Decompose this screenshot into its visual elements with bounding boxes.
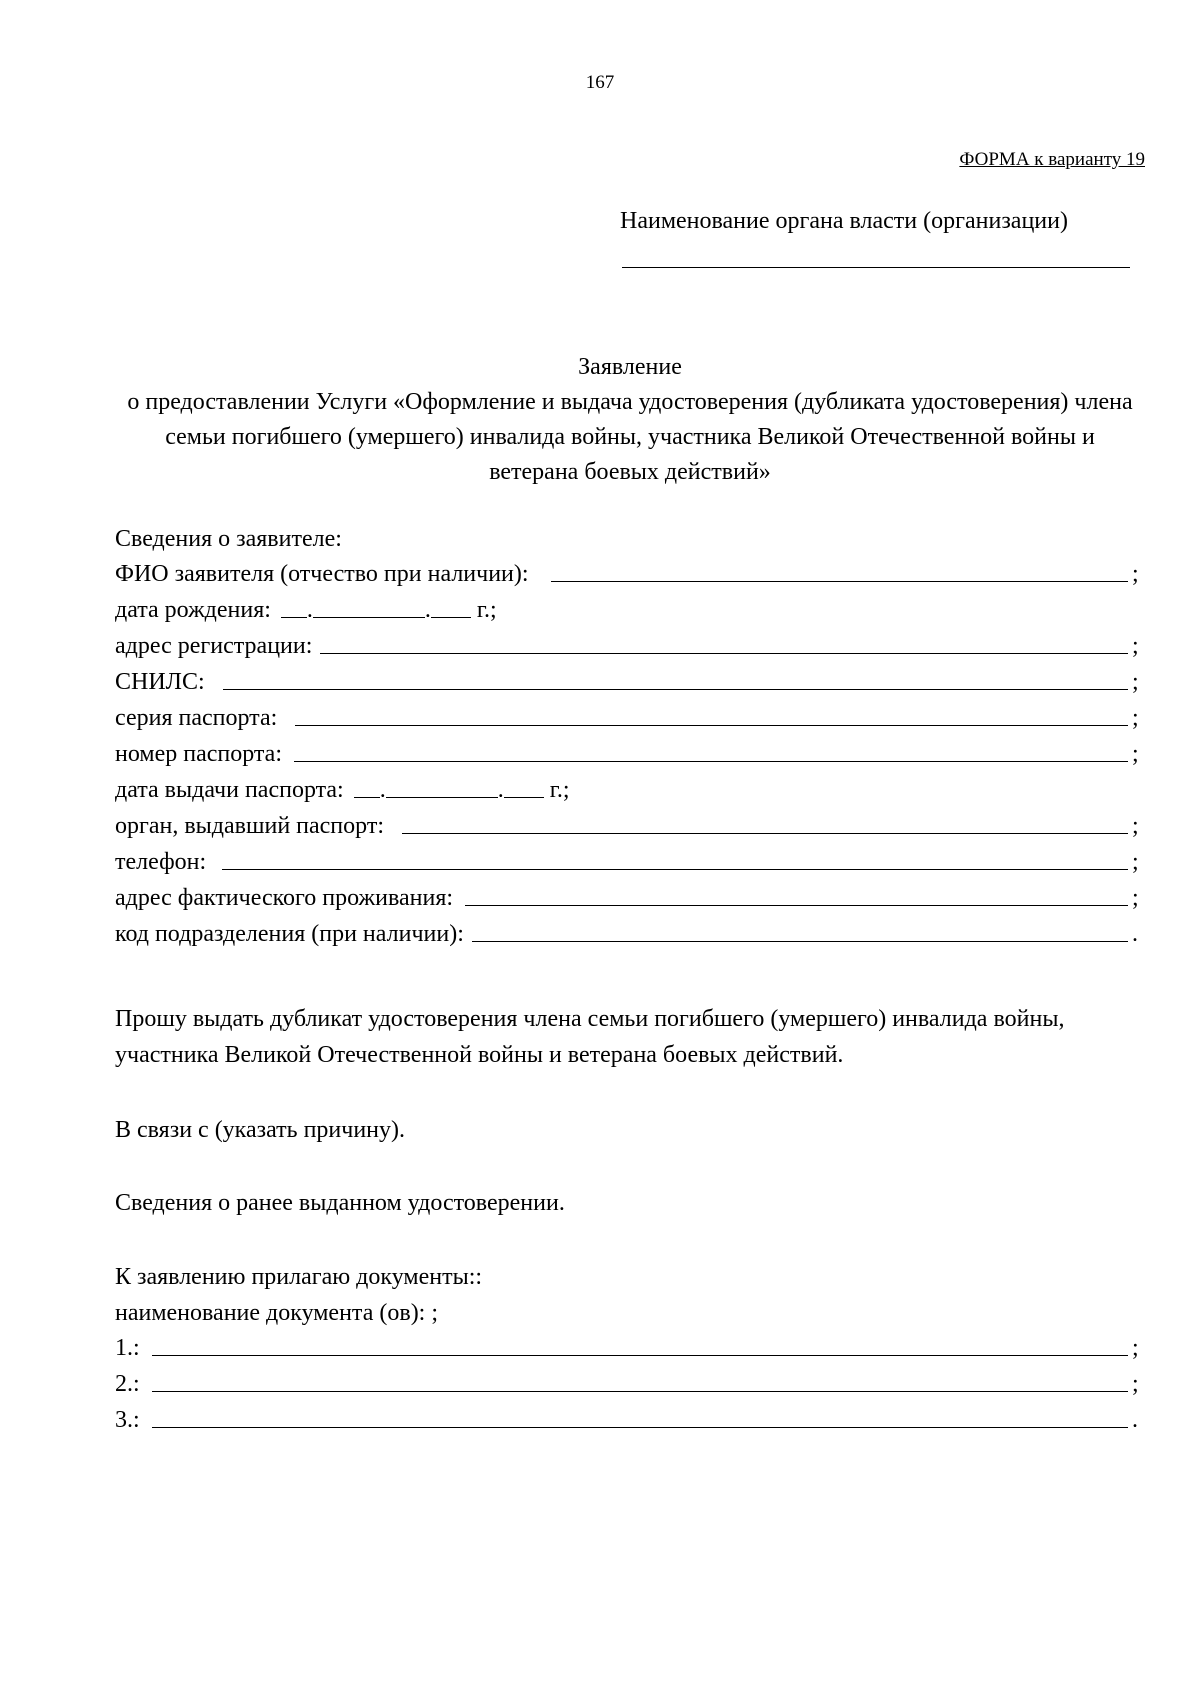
registration-address-row <box>115 630 1140 660</box>
applicant-section-label: Сведения о заявителе: <box>115 526 342 552</box>
passport-issue-date-suffix: г.; <box>549 777 570 803</box>
previous-certificate-text: Сведения о ранее выданном удостоверении. <box>115 1190 565 1216</box>
passport-issuer-field[interactable] <box>402 833 1128 834</box>
phone-end: ; <box>1132 849 1139 875</box>
snils-end: ; <box>1132 669 1139 695</box>
passport-issue-date-sep-1: . <box>379 777 386 803</box>
authority-name-field[interactable] <box>622 267 1130 268</box>
passport-number-field[interactable] <box>294 761 1128 762</box>
phone-row <box>115 846 1140 876</box>
passport-series-label: серия паспорта: <box>115 705 278 731</box>
registration-address-field[interactable] <box>320 653 1128 654</box>
division-code-field[interactable] <box>472 941 1128 942</box>
document-heading <box>110 350 1150 490</box>
passport-number-end: ; <box>1132 741 1139 767</box>
passport-issue-day-field[interactable] <box>354 797 380 798</box>
phone-field[interactable] <box>222 869 1128 870</box>
document-title: Заявление <box>578 354 682 380</box>
fio-end: ; <box>1132 561 1139 587</box>
passport-issuer-end: ; <box>1132 813 1139 839</box>
passport-issue-date-label: дата выдачи паспорта: <box>115 777 344 803</box>
division-code-label: код подразделения (при наличии): <box>115 921 464 947</box>
passport-series-row <box>115 702 1140 732</box>
passport-number-row <box>115 738 1140 768</box>
attachment-end-1: ; <box>1132 1335 1139 1361</box>
attachment-number-1: 1.: <box>115 1335 140 1361</box>
passport-issue-date-sep-2: . <box>497 777 504 803</box>
document-subtitle-line-2: семьи погибшего (умершего) инвалида войны, участника Великой Отечественной войны и <box>165 424 1095 450</box>
attachment-end-2: ; <box>1132 1371 1139 1397</box>
passport-issuer-label: орган, выдавший паспорт: <box>115 813 384 839</box>
division-code-row <box>115 918 1140 948</box>
document-subtitle-line-3: ветерана боевых действий» <box>489 459 771 485</box>
document-subtitle-line-1: о предоставлении Услуги «Оформление и выдача удостоверения (дубликата удостоверения) члена <box>127 389 1133 415</box>
passport-issue-date-row <box>115 774 570 804</box>
actual-address-label: адрес фактического проживания: <box>115 885 454 911</box>
fio-label: ФИО заявителя (отчество при наличии): <box>115 561 529 587</box>
fio-field[interactable] <box>551 581 1128 582</box>
reason-text: В связи с (указать причину). <box>115 1117 406 1143</box>
attachment-end-3: . <box>1132 1407 1138 1433</box>
attachments-label: К заявлению прилагаю документы:: <box>115 1264 483 1290</box>
snils-field[interactable] <box>223 689 1128 690</box>
page-number: 167 <box>585 72 615 93</box>
request-line-1: Прошу выдать дубликат удостоверения члена семьи погибшего (умершего) инвалида войны, <box>115 1006 1065 1032</box>
attachment-row-1 <box>115 1332 1140 1362</box>
authority-label: Наименование органа власти (организации) <box>620 208 1068 234</box>
attachment-field-2[interactable] <box>152 1391 1128 1392</box>
passport-issue-month-field[interactable] <box>386 797 498 798</box>
birth-month-field[interactable] <box>313 617 425 618</box>
actual-address-end: ; <box>1132 885 1139 911</box>
passport-series-field[interactable] <box>295 725 1128 726</box>
actual-address-row <box>115 882 1140 912</box>
attachments-names-label: наименование документа (ов): ; <box>115 1300 439 1326</box>
form-reference: ФОРМА к варианту 19 <box>959 149 1145 170</box>
birth-date-suffix: г.; <box>476 597 497 623</box>
registration-address-end: ; <box>1132 633 1139 659</box>
attachment-field-3[interactable] <box>152 1427 1128 1428</box>
registration-address-label: адрес регистрации: <box>115 633 313 659</box>
birth-date-sep-2: . <box>424 597 431 623</box>
passport-number-label: номер паспорта: <box>115 741 283 767</box>
attachment-field-1[interactable] <box>152 1355 1128 1356</box>
attachment-row-2 <box>115 1368 1140 1398</box>
birth-day-field[interactable] <box>281 617 307 618</box>
passport-issue-year-field[interactable] <box>504 797 544 798</box>
request-line-2: участника Великой Отечественной войны и ветерана боевых действий. <box>115 1042 844 1068</box>
birth-date-row <box>115 594 497 624</box>
snils-row <box>115 666 1140 696</box>
attachment-row-3 <box>115 1404 1140 1434</box>
phone-label: телефон: <box>115 849 207 875</box>
fio-row <box>115 558 1140 588</box>
passport-series-end: ; <box>1132 705 1139 731</box>
birth-date-label: дата рождения: <box>115 597 271 623</box>
attachment-number-3: 3.: <box>115 1407 140 1433</box>
birth-date-sep-1: . <box>306 597 313 623</box>
snils-label: СНИЛС: <box>115 669 205 695</box>
division-code-end: . <box>1132 921 1138 947</box>
attachment-number-2: 2.: <box>115 1371 140 1397</box>
actual-address-field[interactable] <box>465 905 1128 906</box>
birth-year-field[interactable] <box>431 617 471 618</box>
passport-issuer-row <box>115 810 1140 840</box>
